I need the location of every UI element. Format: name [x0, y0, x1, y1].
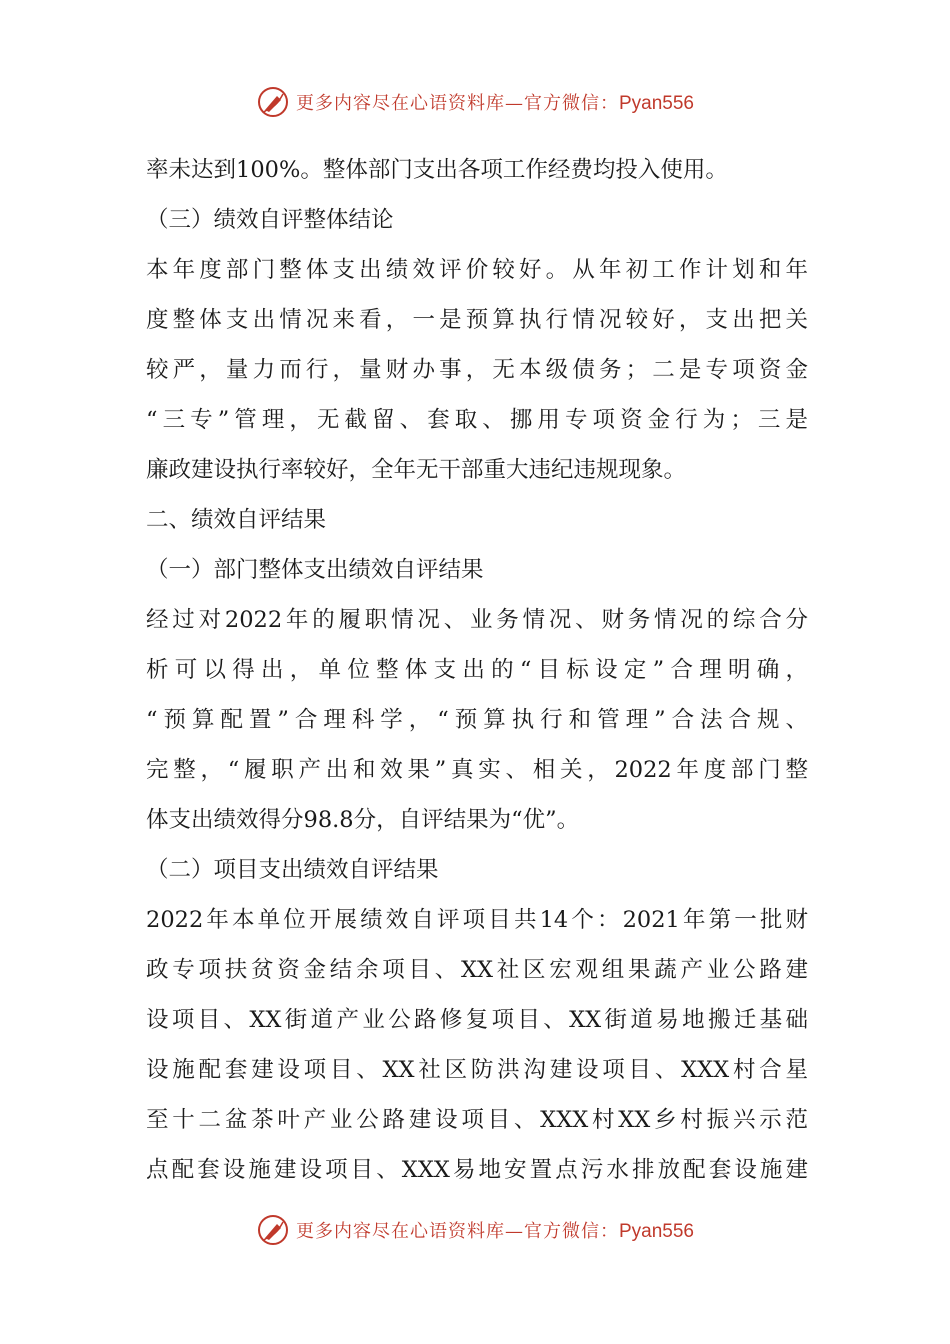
text-line: 经过对2022年的履职情况、业务情况、财务情况的综合分: [146, 607, 808, 633]
section-heading: （一）部门整体支出绩效自评结果: [146, 557, 484, 583]
text-line: 度整体支出情况来看，一是预算执行情况较好，支出把关: [146, 307, 808, 333]
section-heading: （三）绩效自评整体结论: [146, 207, 394, 233]
text-line: “预算配置”合理科学，“预算执行和管理”合法合规、: [146, 707, 808, 733]
watermark-id: Pyan556: [618, 1221, 694, 1242]
watermark-header: [0, 82, 950, 122]
section-heading: （二）项目支出绩效自评结果: [146, 857, 439, 883]
text-line: “三专”管理，无截留、套取、挪用专项资金行为；三是: [146, 407, 808, 433]
text-line: 较严，量力而行，量财办事，无本级债务；二是专项资金: [146, 357, 808, 383]
watermark-text: 更多内容尽在心语资料库—官方微信：Pyan556: [295, 93, 694, 114]
watermark-id: Pyan556: [618, 93, 694, 114]
pen-nib-icon: [256, 1213, 290, 1247]
text-line: 设项目、XX街道产业公路修复项目、XX街道易地搬迁基础: [146, 1007, 808, 1033]
text-line: 体支出绩效得分98.8分，自评结果为“优”。: [146, 807, 580, 833]
text-line: 点配套设施建设项目、XXX易地安置点污水排放配套设施建: [146, 1157, 808, 1183]
text-line: 本年度部门整体支出绩效评价较好。从年初工作计划和年: [146, 257, 808, 283]
text-line: 设施配套建设项目、XX社区防洪沟建设项目、XXX村合星: [146, 1057, 808, 1083]
text-line: 率未达到100%。整体部门支出各项工作经费均投入使用。: [146, 157, 728, 183]
watermark-footer: [0, 1210, 950, 1250]
text-line: 廉政建设执行率较好，全年无干部重大违纪违规现象。: [146, 457, 687, 483]
text-line: 至十二盆茶叶产业公路建设项目、XXX村XX乡村振兴示范: [146, 1107, 808, 1133]
text-line: 析可以得出，单位整体支出的“目标设定”合理明确，: [146, 657, 808, 683]
text-line: 政专项扶贫资金结余项目、XX社区宏观组果蔬产业公路建: [146, 957, 808, 983]
text-line: 完整，“履职产出和效果”真实、相关，2022年度部门整: [146, 757, 808, 783]
watermark-text: 更多内容尽在心语资料库—官方微信：Pyan556: [295, 1221, 694, 1242]
document-body: [146, 145, 808, 1195]
section-heading: 二、绩效自评结果: [146, 507, 327, 533]
pen-nib-icon: [256, 85, 290, 119]
text-line: 2022年本单位开展绩效自评项目共14个：2021年第一批财: [146, 907, 808, 933]
